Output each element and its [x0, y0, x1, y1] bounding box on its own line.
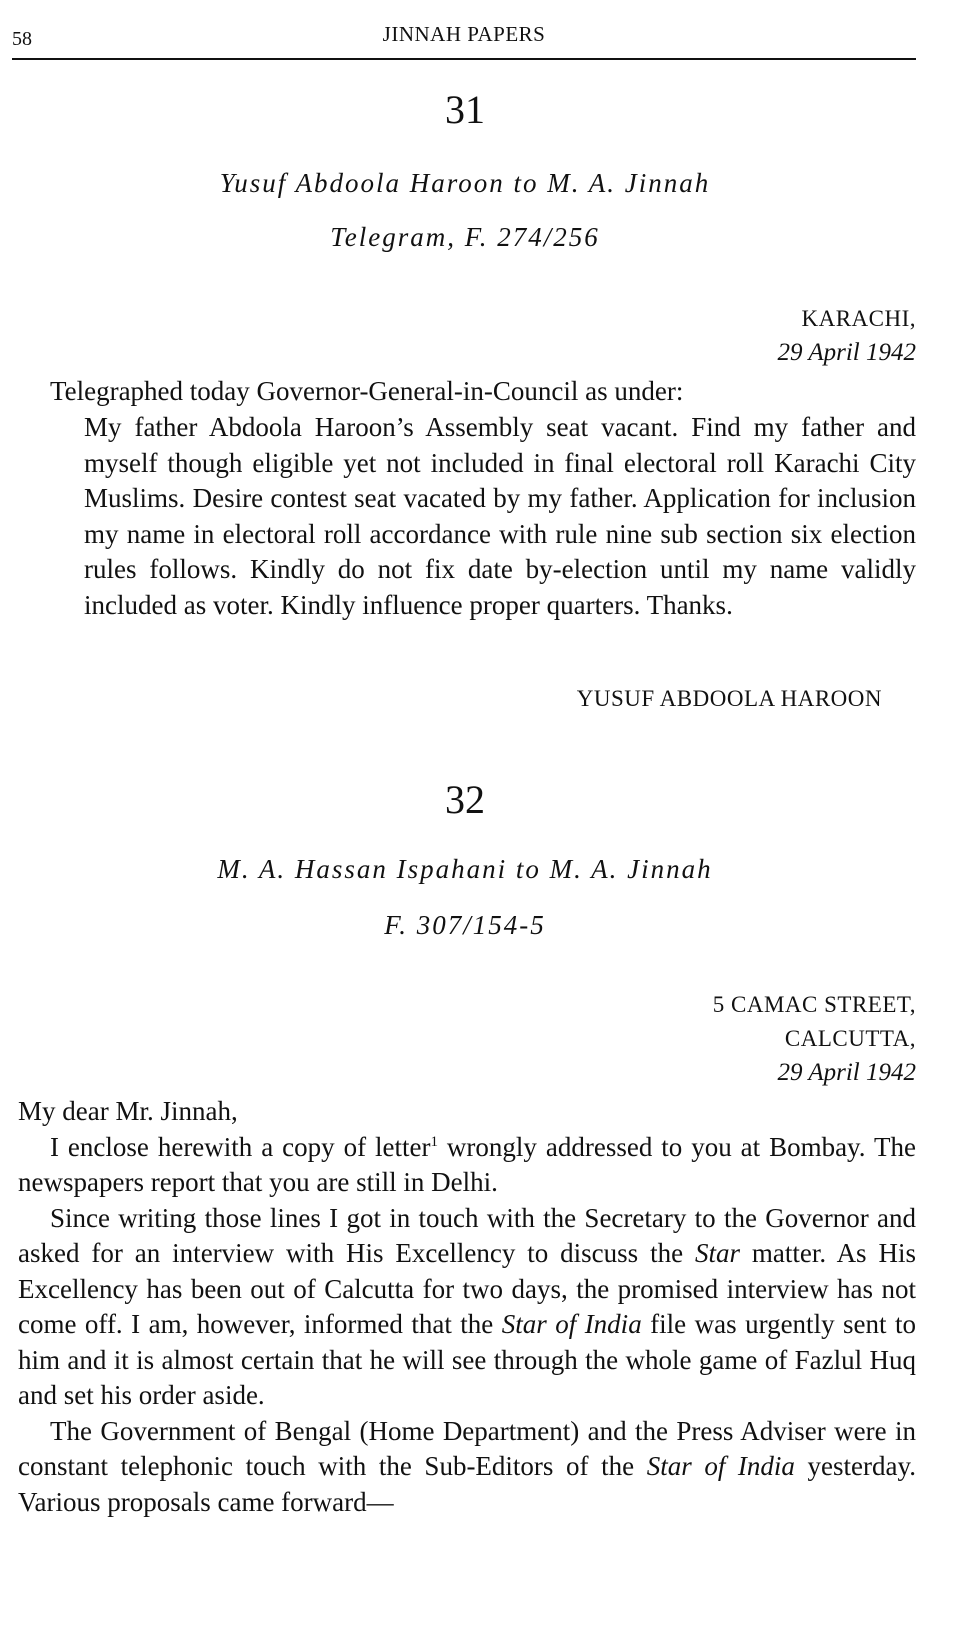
paragraph-1 [18, 1130, 916, 1201]
document-reference-31: Telegram, F. 274/256 [330, 222, 600, 252]
paragraph-2-text-a: Since writing those lines I got in touch with the Secretary to the Governor and asked for an interview with His Excellency to discuss the [18, 1202, 916, 1268]
paragraph-1-text-a: I enclose herewith a copy of letter [50, 1131, 431, 1162]
document-number-32: 32 [445, 777, 485, 822]
paragraph-2-star-of-india: Star of India [501, 1309, 642, 1339]
paragraph-2-text-c: file was urgently sent to him and it is almost certain that he will see through the whole game of Fazlul Huq and set his order aside. [18, 1309, 916, 1410]
paragraph-1-text-b: wrongly addressed to you at Bombay. The newspapers report that you are still in Delhi. [18, 1131, 916, 1197]
document-title-31: Yusuf Abdoola Haroon to M. A. Jinnah [219, 168, 711, 198]
letter-date: 29 April 1942 [777, 1059, 916, 1086]
signature-31: YUSUF ABDOOLA HAROON [576, 686, 882, 711]
telegram-body: My father Abdoola Haroon’s Assembly seat vacant. Find my father and myself though eligible yet not included in final electoral roll Karachi City Muslims. Desire contest seat vacated by my father. Application for inclusion my name in electoral roll accordance with rule nine sub section six election rules follows. Kindly do not fix date by-election until my name validly included as voter. Kindly influence proper quarters. Thanks. [84, 412, 916, 620]
address-block-32 [713, 988, 916, 1090]
document-number-31: 31 [445, 87, 485, 132]
salutation: My dear Mr. Jinnah, [18, 1096, 238, 1126]
letter-body [18, 1094, 916, 1520]
running-header [12, 20, 916, 60]
running-title: JINNAH PAPERS [382, 22, 546, 46]
dateline-date: 29 April 1942 [777, 339, 916, 366]
page-number: 58 [12, 28, 32, 50]
paragraph-3-text-a: The Government of Bengal (Home Department) and the Press Adviser were in constant telephonic touch with the Sub-Editors of the [18, 1415, 916, 1481]
paragraph-3-text-b: yesterday. Various proposals came forward— [18, 1451, 916, 1517]
address-city: CALCUTTA, [784, 1026, 916, 1051]
paragraph-2-star: Star [694, 1238, 740, 1268]
document-reference-32: F. 307/154-5 [384, 910, 546, 940]
paragraph-2 [18, 1201, 916, 1414]
paragraph-3-star-of-india: Star of India [646, 1451, 795, 1481]
document-title-32: M. A. Hassan Ispahani to M. A. Jinnah [217, 854, 713, 884]
dateline-31 [778, 302, 916, 370]
footnote-ref-1: 1 [430, 1133, 438, 1150]
address-street: 5 CAMAC STREET, [712, 992, 916, 1017]
telegram-intro: Telegraphed today Governor-General-in-Council as under: [50, 376, 684, 406]
paragraph-2-text-b: matter. As His Excellency has been out of Calcutta for two days, the promised interview has not come off. I am, however, informed that the [18, 1238, 916, 1339]
paragraph-3 [18, 1414, 916, 1521]
dateline-place: KARACHI, [801, 306, 916, 331]
